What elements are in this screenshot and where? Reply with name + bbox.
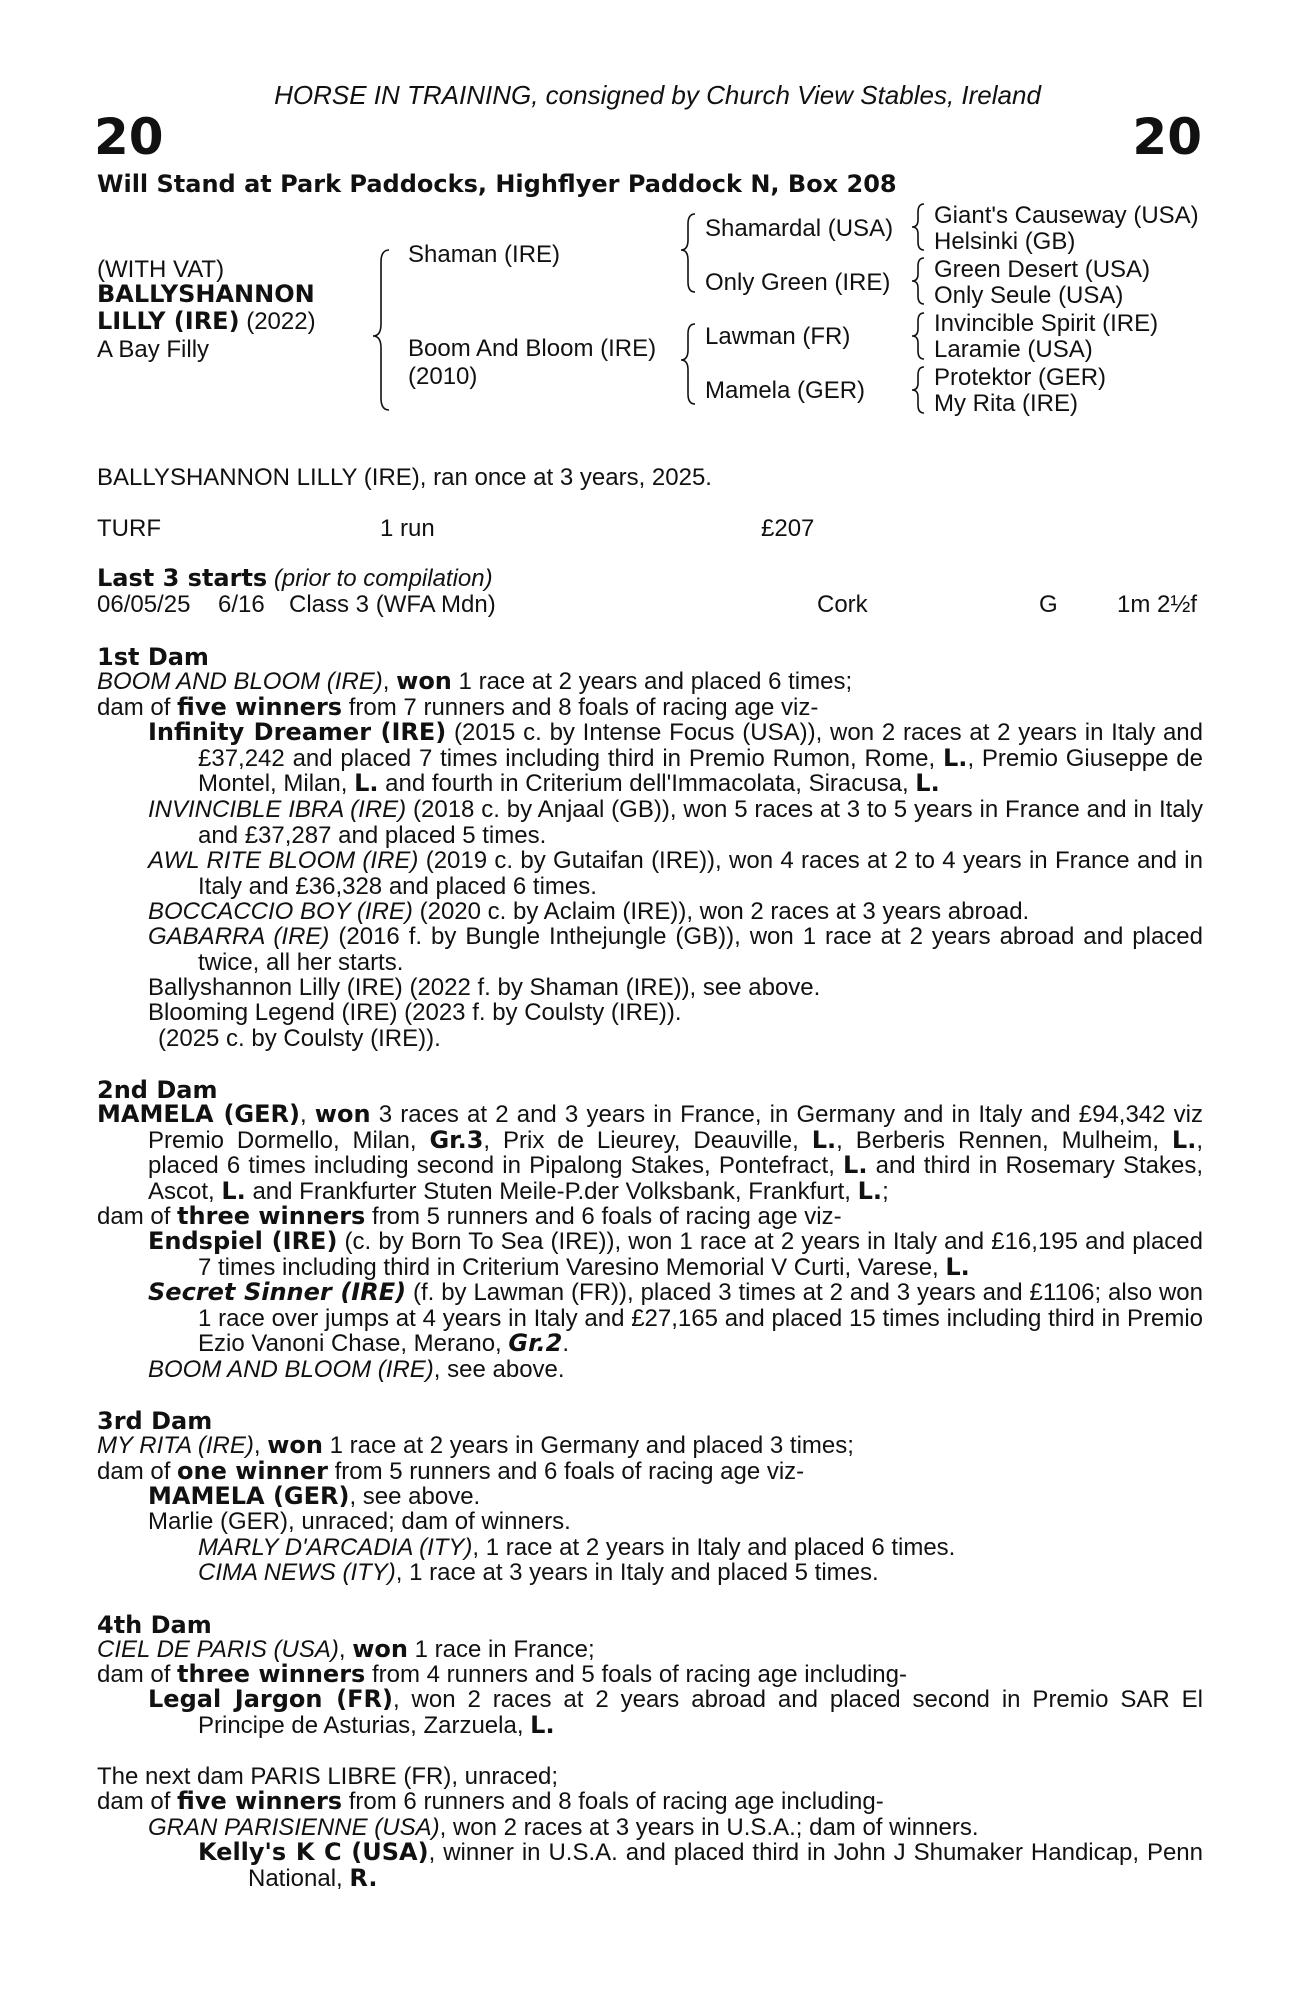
granddam-line-4: Only Seule (USA) [934,282,1124,309]
winners-count: five winners [177,693,343,721]
second-dam-name: MAMELA (GER) [97,1100,300,1128]
dam-year: (2010) [408,363,478,390]
last-starts-heading [97,566,493,592]
brace-g2 [912,258,924,304]
start-course: Cork [817,591,868,618]
brace-g1 [912,204,924,250]
vat-note: (WITH VAT) [97,256,225,283]
produce-secret-sinner: Secret Sinner (IRE) (f. by Lawman (FR)), placed 3 times at 2 and 3 years and £1106; also won 1 race over jumps at 4 years in Italy and £27,165 and placed 15 times including third in Premio Ezio Vanoni Chase, Merano, Gr.2. [148,1278,1203,1358]
produce-name: Kelly's K C (USA) [198,1838,429,1866]
produce-gabarra: GABARRA (IRE) (2016 f. by Bungle Inthejungle (GB)), won 1 race at 2 years abroad and placed twice, all her starts. [148,923,1203,976]
horse-name-line2: LILLY (IRE) [97,307,240,335]
second-dam-produce-summary: dam of three winners from 5 runners and 6 foals of racing age viz- [97,1202,842,1230]
consignment-header: HORSE IN TRAINING, consigned by Church View Stables, Ireland [274,80,1041,110]
produce-endspiel: Endspiel (IRE) (c. by Born To Sea (IRE)), won 1 race at 2 years in Italy and £16,195 and placed 7 times including third in Criterium Varesino Memorial V Curti, Varese, L. [148,1227,1204,1281]
brace-dam [681,324,695,404]
winners-count: five winners [177,1787,343,1815]
produce-name: GRAN PARISIENNE (USA) [148,1814,440,1841]
record-earnings: £207 [761,515,815,542]
record-surface: TURF [97,515,161,542]
produce-name: Secret Sinner (IRE) [148,1278,407,1306]
last-starts-note: (prior to compilation) [273,565,493,592]
start-distance: 1m 2½f [1117,591,1198,618]
produce-invincible-ibra: INVINCIBLE IBRA (IRE) (2018 c. by Anjaal (GB)), won 5 races at 3 to 5 years in France and in Italy and £37,287 and placed 5 times. [148,796,1203,849]
start-going: G [1039,591,1058,618]
second-dam-record: MAMELA (GER), won 3 races at 2 and 3 years in France, in Germany and in Italy and £94,342 viz Premio Dormello, Milan, Gr.3, Prix de Lieurey, Deauville, L., Berberis Rennen, Mulheim, L., placed 6 times including second in Pipalong Stakes, Pontefract, L. and third in Rosemary Stakes, Ascot, L. and Frankfurter Stuten Meile-P.der Volksbank, Frankfurt, L.; [97,1100,1203,1205]
race-summary: BALLYSHANNON LILLY (IRE), ran once at 3 years, 2025. [97,464,712,491]
produce-awl-rite-bloom: AWL RITE BLOOM (IRE) (2019 c. by Gutaifan (IRE)), won 4 races at 2 to 4 years in France and in Italy and £36,328 and placed 6 times. [148,847,1203,900]
produce-name: MARLY D'ARCADIA (ITY) [198,1534,473,1561]
start-race: Class 3 (WFA Mdn) [289,591,496,618]
winners-count: three winners [177,1660,366,1688]
granddam-line-7: Protektor (GER) [934,364,1107,391]
produce-boom-and-bloom: BOOM AND BLOOM (IRE), see above. [148,1356,565,1383]
produce-name: BOCCACCIO BOY (IRE) [148,898,413,925]
second-dam-heading: 2nd Dam [97,1076,218,1104]
produce-name: MAMELA (GER) [148,1482,350,1510]
first-dam-produce-summary: dam of five winners from 7 runners and 8 foals of racing age viz- [97,693,819,721]
produce-name: Infinity Dreamer (IRE) [148,718,447,746]
fourth-dam-heading: 4th Dam [97,1611,212,1639]
brace-sire [681,214,695,292]
granddam-line-1: Giant's Causeway (USA) [934,202,1199,229]
granddam-line-8: My Rita (IRE) [934,390,1078,417]
dam: Boom And Bloom (IRE) [408,335,657,362]
granddam-line-3: Green Desert (USA) [934,256,1151,283]
fourth-dam-produce-summary: dam of three winners from 4 runners and 5 foals of racing age including- [97,1660,907,1688]
horse-year: (2022) [239,308,316,335]
produce-name: Endspiel (IRE) [148,1227,338,1255]
last-starts-title: Last 3 starts [97,564,268,592]
produce-name: BOOM AND BLOOM (IRE) [148,1356,434,1383]
brace-g3 [912,313,924,359]
next-dam-produce-summary: dam of five winners from 6 runners and 8 foals of racing age including- [97,1787,884,1815]
grandproduce-cima-news: CIMA NEWS (ITY), 1 race at 3 years in Italy and placed 5 times. [198,1559,879,1586]
dam-sire: Lawman (FR) [705,323,851,350]
produce-marlie: Marlie (GER), unraced; dam of winners. [148,1508,571,1535]
horse-description: A Bay Filly [97,336,210,363]
produce-name: GABARRA (IRE) [148,923,330,950]
sire: Shaman (IRE) [408,241,561,268]
produce-mamela: MAMELA (GER), see above. [148,1482,481,1510]
grandproduce-kellys-kc: Kelly's K C (USA), winner in U.S.A. and placed third in John J Shumaker Handicap, Penn National, R. [198,1838,1203,1892]
start-position: 6/16 [218,591,265,618]
produce-name: CIMA NEWS (ITY) [198,1559,396,1586]
sire-dam: Only Green (IRE) [705,269,891,296]
grandproduce-marly-darcadia: MARLY D'ARCADIA (ITY), 1 race at 2 years in Italy and placed 6 times. [198,1534,956,1561]
won-label: won [396,667,452,695]
produce-blooming-legend: Blooming Legend (IRE) (2023 f. by Coulsty (IRE)). [148,999,682,1026]
horse-name-line1: BALLYSHANNON [97,280,315,308]
lot-number-left: 20 [94,108,164,166]
produce-infinity-dreamer: Infinity Dreamer (IRE) (2015 c. by Intense Focus (USA)), won 2 races at 2 years in Italy and £37,242 and placed 7 times including third in Premio Rumon, Rome, L., Premio Giuseppe de Montel, Milan, L. and fourth in Criterium dell'Immacolata, Siracusa, L. [148,718,1204,798]
winners-count: three winners [177,1202,366,1230]
fourth-dam-record: CIEL DE PARIS (USA), won 1 race in France; [97,1635,595,1663]
record-runs: 1 run [380,515,435,542]
next-dam-record: The next dam PARIS LIBRE (FR), unraced; [97,1763,559,1790]
first-dam-record: BOOM AND BLOOM (IRE), won 1 race at 2 years and placed 6 times; [97,667,853,695]
brace-g4 [912,367,924,413]
granddam-line-6: Laramie (USA) [934,336,1093,363]
produce-name: AWL RITE BLOOM (IRE) [148,847,419,874]
third-dam-heading: 3rd Dam [97,1407,213,1435]
third-dam-record: MY RITA (IRE), won 1 race at 2 years in Germany and placed 3 times; [97,1431,854,1459]
sire-sire: Shamardal (USA) [705,215,894,242]
first-dam-heading: 1st Dam [97,643,209,671]
third-dam-produce-summary: dam of one winner from 5 runners and 6 foals of racing age viz- [97,1457,805,1485]
third-dam-name: MY RITA (IRE) [97,1432,254,1459]
stand-location: Will Stand at Park Paddocks, Highflyer Paddock N, Box 208 [97,170,897,198]
produce-name: Legal Jargon (FR) [148,1685,393,1713]
start-date: 06/05/25 [97,591,191,618]
lot-number-right: 20 [1132,108,1202,166]
granddam-line-2: Helsinki (GB) [934,228,1076,255]
produce-gran-parisienne: GRAN PARISIENNE (USA), won 2 races at 3 years in U.S.A.; dam of winners. [148,1814,979,1841]
produce-ballyshannon-lilly: Ballyshannon Lilly (IRE) (2022 f. by Shaman (IRE)), see above. [148,974,821,1001]
produce-name: INVINCIBLE IBRA (IRE) [148,796,407,823]
brace-first-generation [373,250,389,410]
produce-legal-jargon: Legal Jargon (FR), won 2 races at 2 years abroad and placed second in Premio SAR El Principe de Asturias, Zarzuela, L. [148,1685,1203,1739]
granddam-line-5: Invincible Spirit (IRE) [934,310,1159,337]
dam-dam: Mamela (GER) [705,377,866,404]
fourth-dam-name: CIEL DE PARIS (USA) [97,1636,339,1663]
first-dam-name: BOOM AND BLOOM (IRE) [97,668,383,695]
produce-boccaccio-boy: BOCCACCIO BOY (IRE) (2020 c. by Aclaim (IRE)), won 2 races at 3 years abroad. [148,898,1030,925]
produce-2025-colt: (2025 c. by Coulsty (IRE)). [158,1025,441,1052]
winners-count: one winner [177,1457,328,1485]
